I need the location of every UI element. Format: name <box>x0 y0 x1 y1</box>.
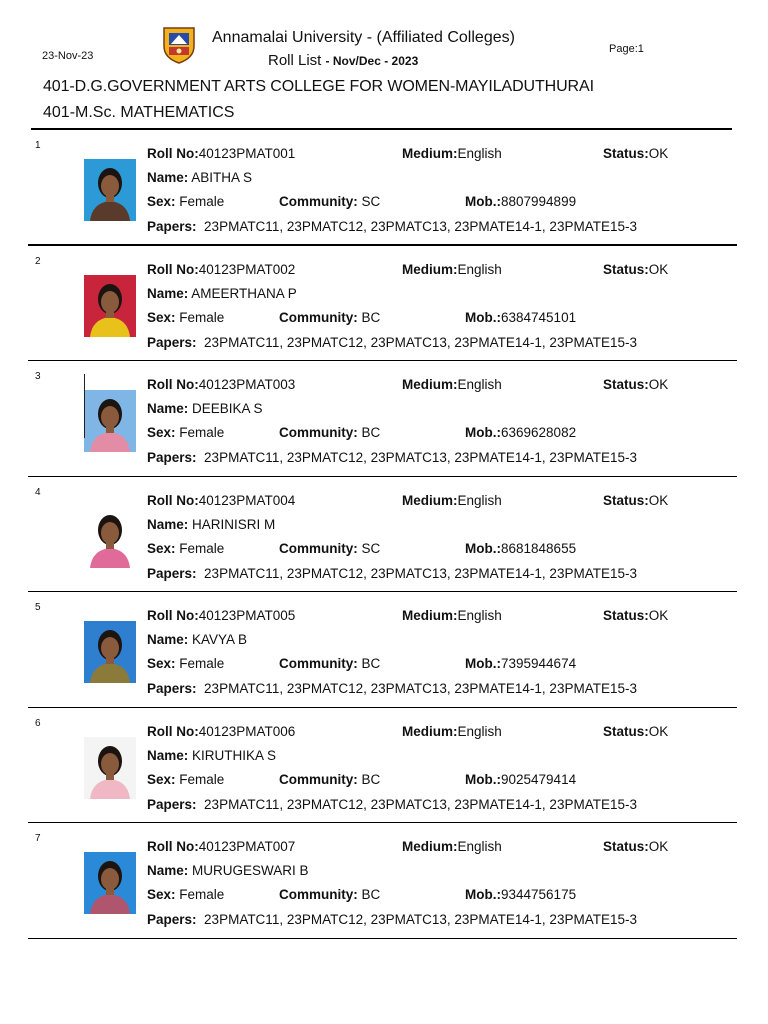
roll-list-title <box>268 52 418 69</box>
serial-number: 1 <box>35 140 41 151</box>
photo-border-line <box>84 374 85 438</box>
medium-field: Medium:English <box>402 261 502 277</box>
sex-field: Sex: Female <box>147 540 225 556</box>
mobile-field: Mob.:6369628082 <box>465 425 577 440</box>
serial-number: 4 <box>35 486 41 498</box>
roll-no-field: Roll No:40123PMAT003 <box>147 377 296 392</box>
college-name: 401-D.G.GOVERNMENT ARTS COLLEGE FOR WOMEN-MAYILADUTHURAI <box>43 78 594 95</box>
community-field: Community: SC <box>279 194 381 209</box>
student-row <box>0 823 768 939</box>
course-name: 401-M.Sc. MATHEMATICS <box>43 104 235 121</box>
student-photo <box>84 506 136 568</box>
student-row <box>0 246 768 362</box>
name-field: Name: MURUGESWARI B <box>147 863 309 878</box>
papers-field: Papers: 23PMATC11, 23PMATC12, 23PMATC13, 23PMATE14-1, 23PMATE15-3 <box>147 219 637 234</box>
name-field: Name: DEEBIKA S <box>147 401 263 416</box>
community-field: Community: BC <box>279 425 381 440</box>
student-photo <box>84 852 136 914</box>
serial-number: 6 <box>35 717 41 729</box>
papers-field: Papers: 23PMATC11, 23PMATC12, 23PMATC13, 23PMATE14-1, 23PMATE15-3 <box>147 334 637 350</box>
mobile-field: Mob.:6384745101 <box>465 309 577 325</box>
sex-field: Sex: Female <box>147 771 225 787</box>
mobile-field: Mob.:9025479414 <box>465 771 577 787</box>
status-field: Status:OK <box>603 377 669 392</box>
roll-list-session: - Nov/Dec - 2023 <box>325 54 419 68</box>
medium-field: Medium:English <box>402 492 502 508</box>
mobile-field: Mob.:7395944674 <box>465 656 577 671</box>
medium-field: Medium:English <box>402 146 502 161</box>
name-field: Name: AMEERTHANA P <box>147 285 297 301</box>
mobile-field: Mob.:8681848655 <box>465 540 577 556</box>
serial-number: 7 <box>35 833 41 844</box>
roll-no-field: Roll No:40123PMAT002 <box>147 261 296 277</box>
university-name: Annamalai University - (Affiliated Colleges) <box>212 29 515 46</box>
student-photo <box>84 621 136 683</box>
status-field: Status:OK <box>603 492 669 508</box>
roll-no-field: Roll No:40123PMAT001 <box>147 146 296 161</box>
student-photo <box>84 275 136 337</box>
sex-field: Sex: Female <box>147 656 225 671</box>
roll-list-label: Roll List <box>268 52 322 69</box>
serial-number: 2 <box>35 255 41 267</box>
community-field: Community: SC <box>279 540 381 556</box>
community-field: Community: BC <box>279 887 381 902</box>
roll-no-field: Roll No:40123PMAT004 <box>147 492 296 508</box>
student-photo <box>84 390 136 452</box>
status-field: Status:OK <box>603 723 669 739</box>
student-row <box>0 130 768 246</box>
mobile-field: Mob.:8807994899 <box>465 194 577 209</box>
sex-field: Sex: Female <box>147 194 225 209</box>
student-list <box>0 130 768 939</box>
name-field: Name: ABITHA S <box>147 170 253 185</box>
name-field: Name: KIRUTHIKA S <box>147 747 277 763</box>
roll-no-field: Roll No:40123PMAT006 <box>147 723 296 739</box>
name-field: Name: KAVYA B <box>147 632 248 647</box>
page-number: Page:1 <box>609 43 644 55</box>
sex-field: Sex: Female <box>147 887 225 902</box>
report-date: 23-Nov-23 <box>42 50 94 62</box>
papers-field: Papers: 23PMATC11, 23PMATC12, 23PMATC13, 23PMATE14-1, 23PMATE15-3 <box>147 565 637 581</box>
mobile-field: Mob.:9344756175 <box>465 887 577 902</box>
serial-number: 5 <box>35 602 41 613</box>
medium-field: Medium:English <box>402 608 502 623</box>
student-photo <box>84 159 136 221</box>
roll-no-field: Roll No:40123PMAT007 <box>147 839 296 854</box>
status-field: Status:OK <box>603 608 669 623</box>
name-field: Name: HARINISRI M <box>147 516 276 532</box>
papers-field: Papers: 23PMATC11, 23PMATC12, 23PMATC13, 23PMATE14-1, 23PMATE15-3 <box>147 681 637 696</box>
medium-field: Medium:English <box>402 723 502 739</box>
community-field: Community: BC <box>279 771 381 787</box>
status-field: Status:OK <box>603 839 669 854</box>
sex-field: Sex: Female <box>147 425 225 440</box>
university-logo-icon <box>160 24 198 64</box>
status-field: Status:OK <box>603 146 669 161</box>
sex-field: Sex: Female <box>147 309 225 325</box>
community-field: Community: BC <box>279 309 381 325</box>
row-divider <box>28 938 737 939</box>
serial-number: 3 <box>35 371 41 382</box>
papers-field: Papers: 23PMATC11, 23PMATC12, 23PMATC13, 23PMATE14-1, 23PMATE15-3 <box>147 912 637 927</box>
medium-field: Medium:English <box>402 377 502 392</box>
status-field: Status:OK <box>603 261 669 277</box>
papers-field: Papers: 23PMATC11, 23PMATC12, 23PMATC13, 23PMATE14-1, 23PMATE15-3 <box>147 796 637 812</box>
student-row <box>0 477 768 593</box>
roll-no-field: Roll No:40123PMAT005 <box>147 608 296 623</box>
papers-field: Papers: 23PMATC11, 23PMATC12, 23PMATC13, 23PMATE14-1, 23PMATE15-3 <box>147 450 637 465</box>
community-field: Community: BC <box>279 656 381 671</box>
student-row <box>0 708 768 824</box>
student-row <box>0 361 768 477</box>
student-row <box>0 592 768 708</box>
medium-field: Medium:English <box>402 839 502 854</box>
student-photo <box>84 737 136 799</box>
